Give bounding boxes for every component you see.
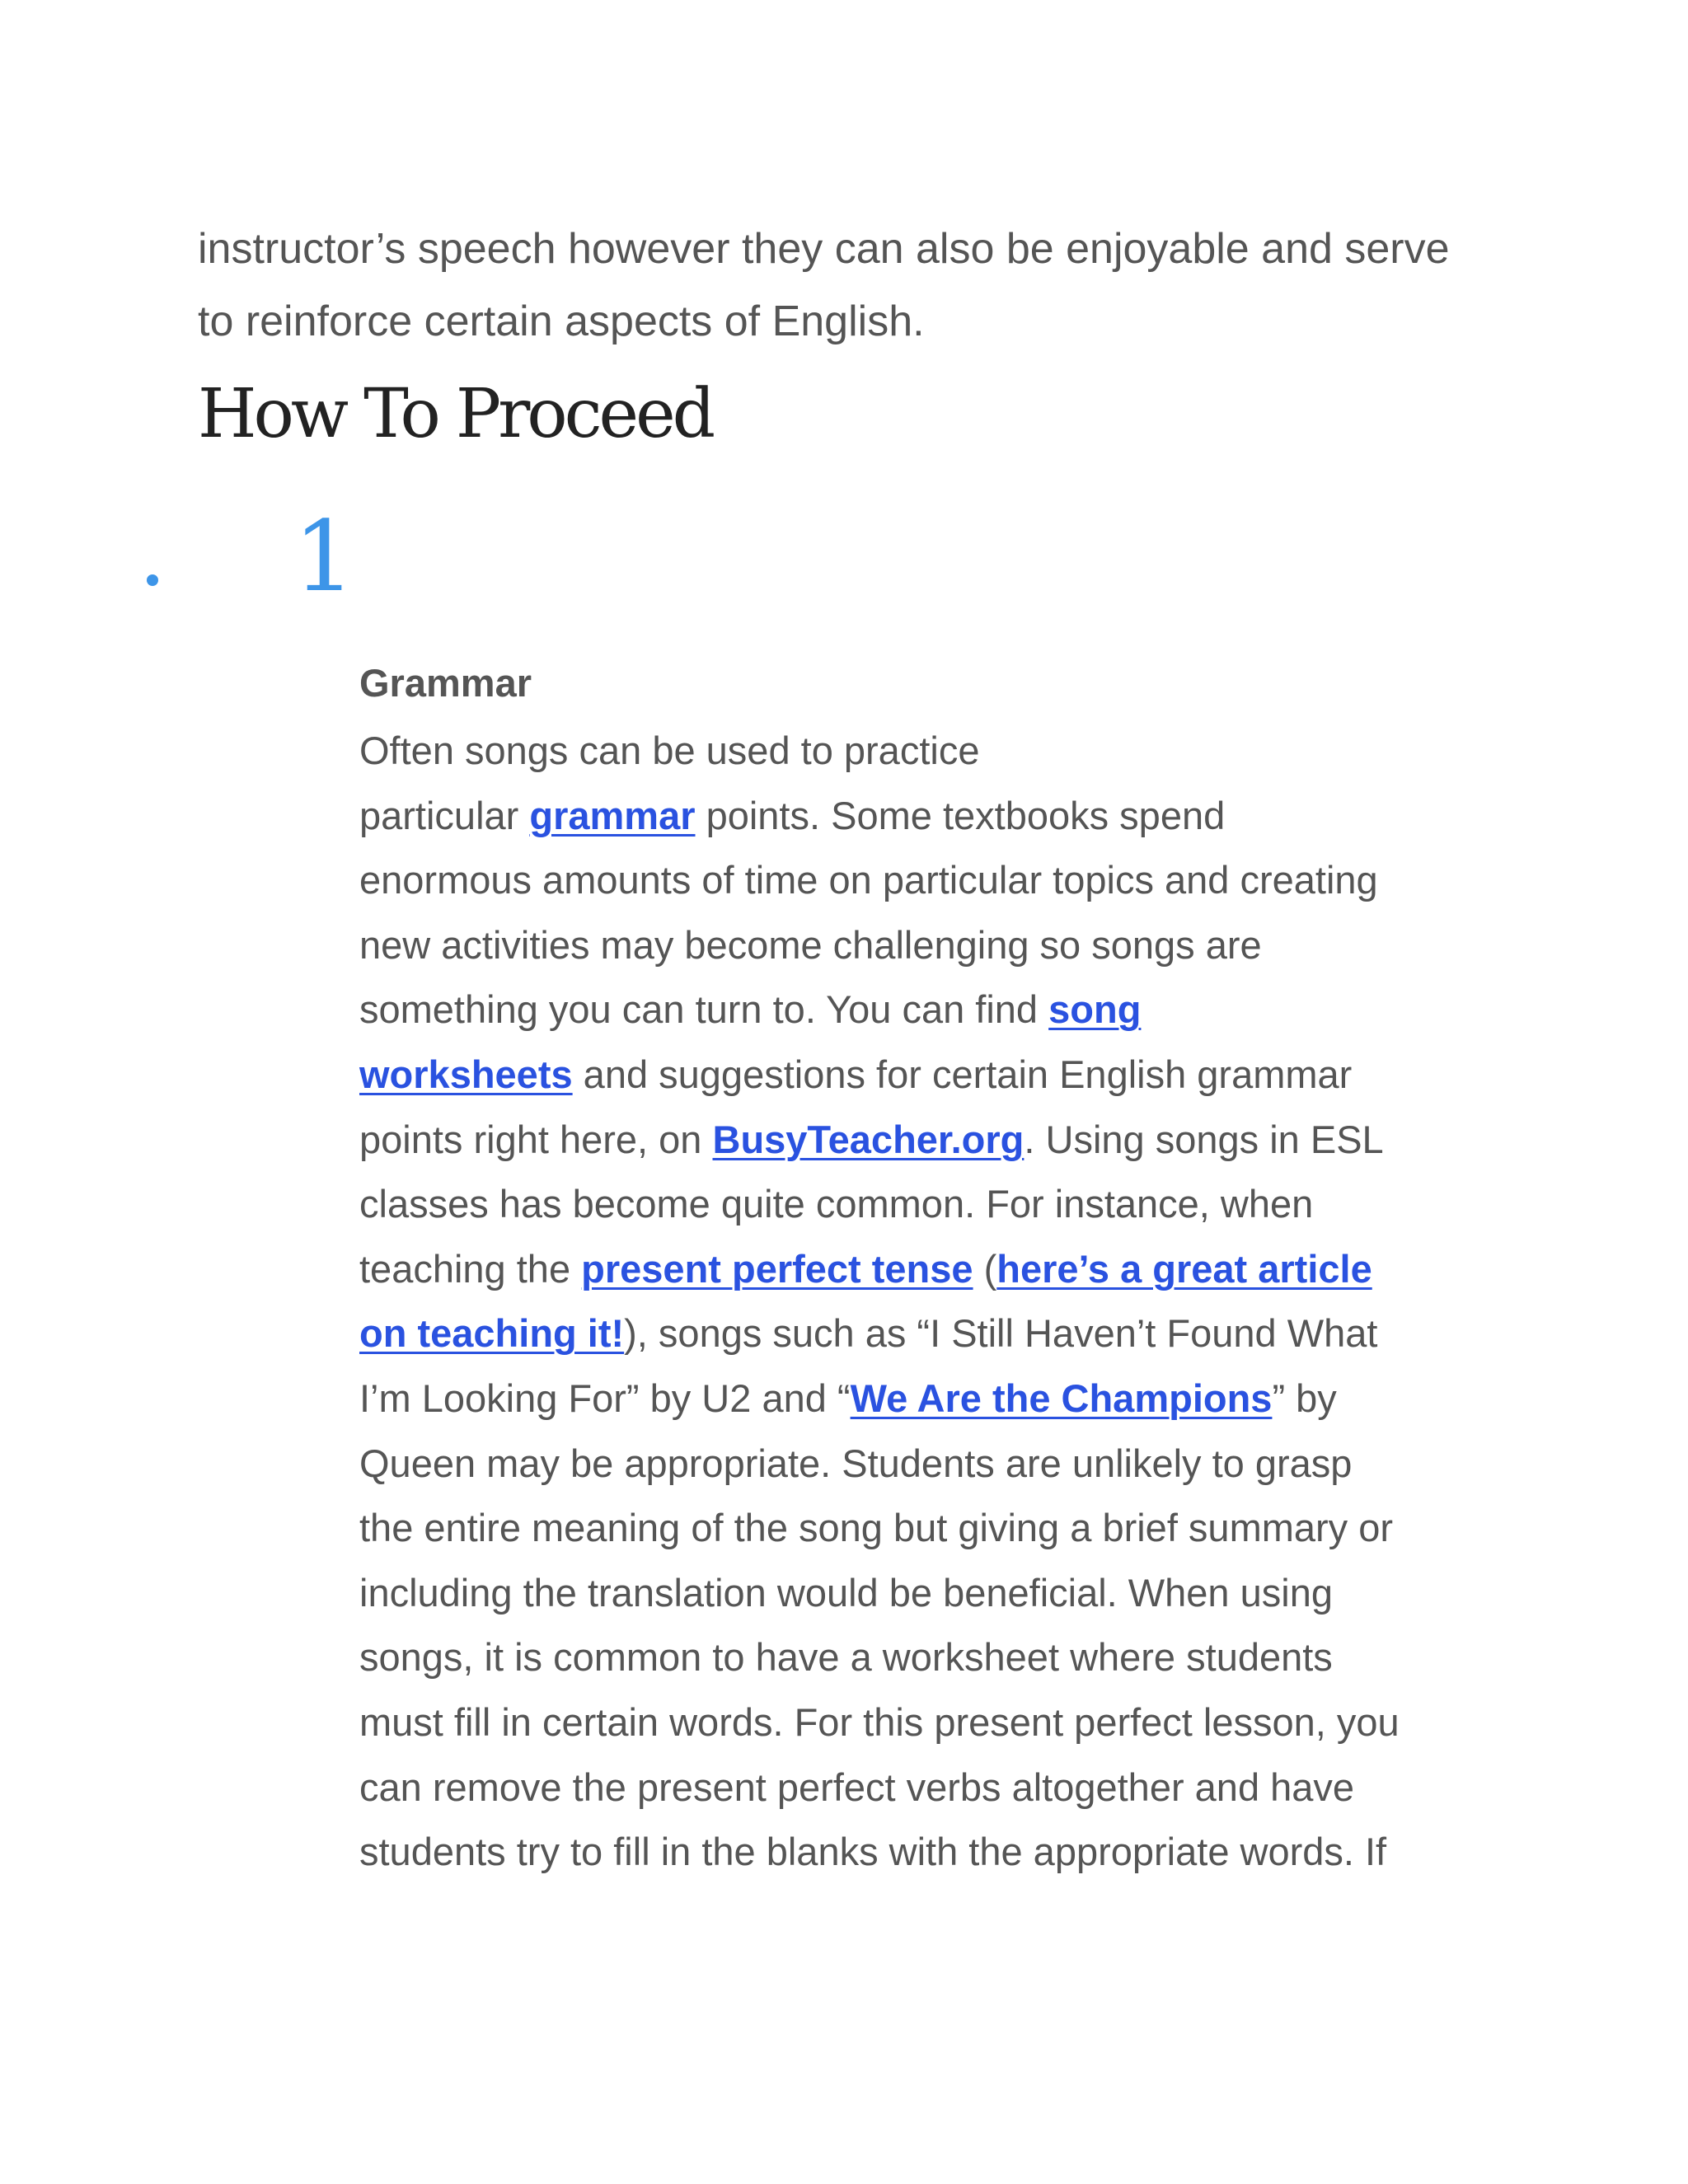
step-number: 1 xyxy=(293,499,356,613)
song-worksheets-link[interactable]: worksheets xyxy=(359,1052,573,1096)
intro-line: instructor’s speech however they can also be enjoyable and serve xyxy=(198,225,1450,273)
body-text: teaching the xyxy=(359,1246,582,1291)
body-text: something you can turn to. You can find xyxy=(359,987,1049,1032)
body-text: and suggestions for certain English grammar xyxy=(572,1052,1353,1096)
step-title: Grammar xyxy=(359,661,532,705)
body-text: including the translation would be beneficial. When using xyxy=(359,1570,1333,1615)
busyteacher-link[interactable]: BusyTeacher.org xyxy=(712,1117,1025,1161)
section-heading: How To Proceed xyxy=(198,375,713,453)
article-link[interactable]: on teaching it! xyxy=(359,1311,625,1356)
body-text: songs, it is common to have a worksheet where students xyxy=(359,1635,1333,1680)
body-text: points right here, on xyxy=(359,1117,713,1161)
body-text: the entire meaning of the song but giving a brief summary or xyxy=(359,1506,1394,1550)
intro-paragraph xyxy=(198,213,1533,358)
body-text: must fill in certain words. For this present perfect lesson, you xyxy=(359,1699,1400,1744)
present-perfect-tense-link[interactable]: present perfect tense xyxy=(581,1246,973,1291)
body-text: can remove the present perfect verbs altogether and have xyxy=(359,1765,1355,1809)
body-text: ), songs such as “I Still Haven’t Found What xyxy=(624,1311,1378,1356)
body-text: . Using songs in ESL xyxy=(1024,1117,1384,1161)
list-bullet-dot xyxy=(147,574,158,586)
intro-line: to reinforce certain aspects of English. xyxy=(198,298,925,345)
grammar-link[interactable]: grammar xyxy=(529,793,696,837)
body-text: points. Some textbooks spend xyxy=(695,793,1226,837)
body-text: classes has become quite common. For instance, when xyxy=(359,1182,1314,1226)
body-text: Often songs can be used to practice xyxy=(359,729,980,772)
song-worksheets-link[interactable]: song xyxy=(1048,987,1142,1032)
body-text: enormous amounts of time on particular topics and creating xyxy=(359,858,1378,902)
body-text: particular xyxy=(359,793,530,837)
body-text: ( xyxy=(973,1246,997,1291)
step-body xyxy=(359,719,1480,1885)
article-link[interactable]: here’s a great article xyxy=(996,1246,1372,1291)
body-text: ” by xyxy=(1272,1376,1337,1420)
body-text: new activities may become challenging so songs are xyxy=(359,922,1262,967)
body-text: I’m Looking For” by U2 and “ xyxy=(359,1376,851,1420)
body-text: Queen may be appropriate. Students are unlikely to grasp xyxy=(359,1441,1353,1485)
we-are-the-champions-link[interactable]: We Are the Champions xyxy=(850,1376,1273,1420)
body-text: students try to fill in the blanks with the appropriate words. If xyxy=(359,1830,1387,1874)
